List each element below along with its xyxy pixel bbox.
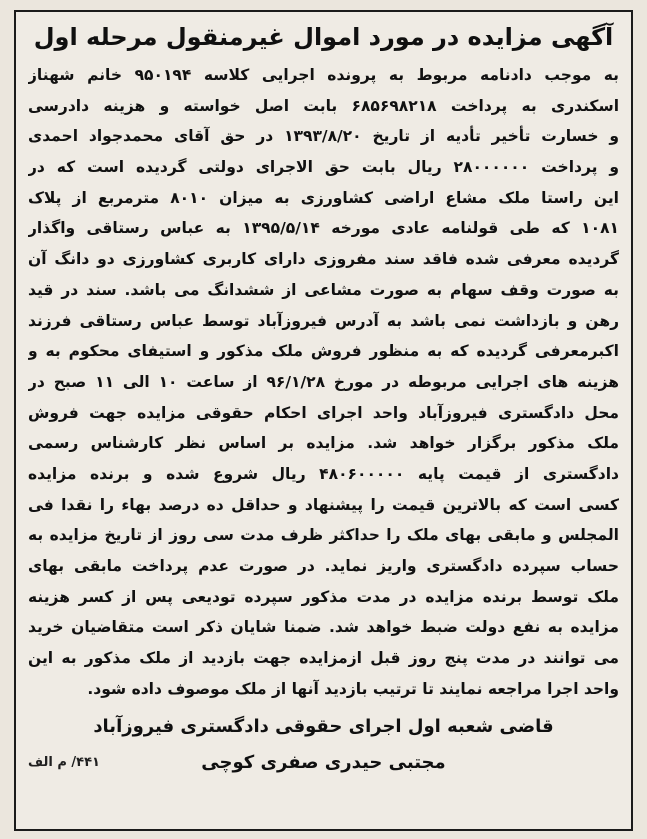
body-line: اسکندری به پرداخت ۶۸۵۶۹۸۲۱۸ بابت اصل خواسته و هزینه دادرسی [28,96,619,115]
body-line: حساب سپرده دادگستری واریز نماید. در صورت عدم پرداخت مابقی بهای [28,557,619,575]
body-line: رهن و بازداشت نمی باشد به آدرس فیروزآباد توسط عباس رستاقی فرزند [28,311,619,330]
body-line: المجلس و مابقی بهای ملک را حداکثر ظرف مدت سی روز از تاریخ مزایده به [28,526,619,545]
notice-body [28,60,619,704]
body-line: به موجب دادنامه مربوط به پرونده اجرایی کلاسه ۹۵۰۱۹۴ خانم شهناز [28,66,619,84]
notice-footer [28,746,619,780]
body-line: مزایده به نفع دولت ضبط خواهد شد. ضمنا شایان ذکر است متقاضیان خرید [28,618,619,637]
body-line: واحد اجرا مراجعه نمایند تا ترتیب بازدید آنها از ملک موصوف داده شود. [87,679,619,698]
notice-title: آگهی مزایده در مورد اموال غیرمنقول مرحله اول [33,23,614,51]
body-line: هزینه های اجرایی مربوطه در مورخ ۹۶/۱/۲۸ از ساعت ۱۰ الی ۱۱ صبح در [28,372,619,391]
body-line: ملک توسط برنده مزایده در مدت مذکور سپرده تودیعی پس از کسر هزینه [28,587,619,606]
body-line: کسی است که بالاترین قیمت را پیشنهاد و حداقل ده درصد بهاء را نقدا فی [28,495,619,514]
body-line: ملک مذکور برگزار خواهد شد. مزایده بر اساس نظر کارشناس رسمی [28,434,619,453]
notice-code: ۴۴۱/ م الف [28,755,100,771]
body-line: گردیده معرفی شده فاقد سند مفروزی دارای کاربری کشاورزی دو دانگ آن [28,250,619,269]
body-line: و خسارت تأخیر تأدیه از تاریخ ۱۳۹۳/۸/۲۰ در حق آقای محمدجواد احمدی [28,127,619,146]
body-line: به صورت وقف سهام به صورت مشاعی از ششدانگ می باشد. سند در قید [28,280,619,299]
notice-frame [14,10,633,831]
signer-name: مجتبی حیدری صفری کوچی [201,752,446,774]
body-line: می توانند در مدت پنج روز قبل ازمزایده جهت بازدید از ملک مذکور به این [28,649,619,668]
body-line: اکبرمعرفی گردیده که به منظور فروش ملک مذکور و استیفای محکوم به و [28,342,619,361]
body-line: دادگستری از قیمت پایه ۴۸۰۶۰۰۰۰۰ ریال شروع شده و برنده مزایده [28,464,619,483]
body-line: محل دادگستری فیروزآباد واحد اجرای احکام حقوقی مزایده جهت فروش [28,403,619,422]
body-line: و پرداخت ۲۸۰۰۰۰۰۰ ریال بابت حق الاجرای دولتی گردیده است که در [28,158,619,177]
body-line: ۱۰۸۱ که طی قولنامه عادی مورخه ۱۳۹۵/۵/۱۴ به عباس رستاقی واگذار [28,219,619,238]
body-line: این راستا ملک مشاع اراضی کشاورزی به میزان ۸۰۱۰ مترمربع از پلاک [28,188,619,207]
signer-title: قاضی شعبه اول اجرای حقوقی دادگستری فیروزآباد [93,716,554,738]
